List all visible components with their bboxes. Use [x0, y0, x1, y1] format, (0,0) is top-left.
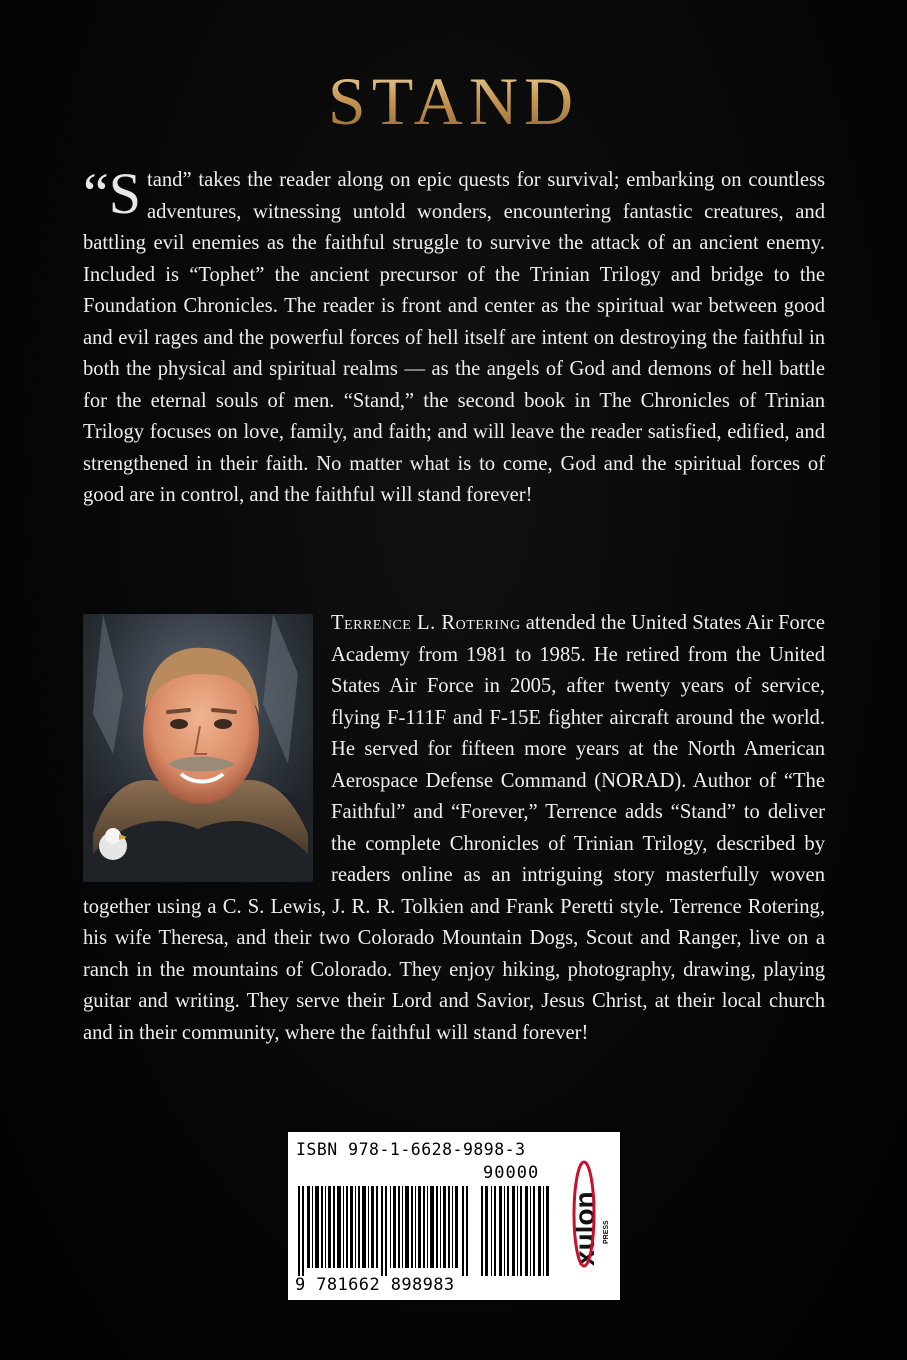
author-bio-text: attended the United States Air Force Academy from 1981 to 1985. He retired from the United States Air Force in 2005, after twenty years of service, flying F-111F and F-15E fighter aircraft around the world. He served for fifteen more years at the North American Aerospace Defense Command (NORAD). Author of “The Faithful” and “Forever,” Terrence adds “Stand” to deliver the complete Chronicles of Trinian Trilogy, described by readers online as an intriguing story masterfully woven together using a C. S. Lewis, J. R. R. Tolkien and Frank Peretti style. Terrence Rotering, his wife Theresa, and their two Colorado Mountain Dogs, Scout and Ranger, live on a ranch in the mountains of Colorado. They enjoy hiking, photography, drawing, playing guitar and writing. They serve their Lord and Savior, Jesus Christ, at their local church and in their community, where the faithful will stand forever! [83, 612, 825, 1044]
barcode-bars [298, 1186, 473, 1276]
blurb-text: tand” takes the reader along on epic quests for survival; embarking on countless adventures, witnessing untold wonders, encountering fantastic creatures, and battling evil enemies as the faithful struggle to survive the attack of an ancient enemy. Included is “Tophet” the ancient precursor of the Trinian Trilogy and bridge to the Foundation Chronicles. The reader is front and center as the spiritual war between good and evil rages and the powerful forces of hell itself are intent on destroying the faithful in both the physical and spiritual realms — as the angels of God and demons of hell battle for the eternal souls of men. “Stand,” the second book in The Chronicles of Trinian Trilogy focuses on love, family, and faith; and will leave the reader satisfied, edified, and strengthened in their faith. No matter what is to come, God and the spiritual forces of good are in control, and the faithful will stand forever! [83, 169, 825, 506]
book-blurb [83, 161, 825, 512]
author-name: Terrence L. Rotering [331, 612, 521, 634]
xulon-press-logo-icon [564, 1156, 614, 1276]
publisher-logo-text: xulon [569, 1191, 600, 1266]
author-bio-section [83, 608, 825, 1049]
blurb-dropcap: “S [83, 161, 141, 226]
price-code: 90000 [483, 1163, 540, 1183]
isbn-number: ISBN 978-1-6628-9898-3 [296, 1140, 526, 1159]
ean-digits: 9 781662 898983 [295, 1275, 455, 1295]
book-title: STAND [0, 62, 907, 141]
author-portrait-icon [83, 614, 313, 882]
publisher-sub-text: PRESS [603, 1220, 610, 1244]
addon-barcode-bars [481, 1186, 553, 1276]
barcode-block [288, 1132, 620, 1300]
